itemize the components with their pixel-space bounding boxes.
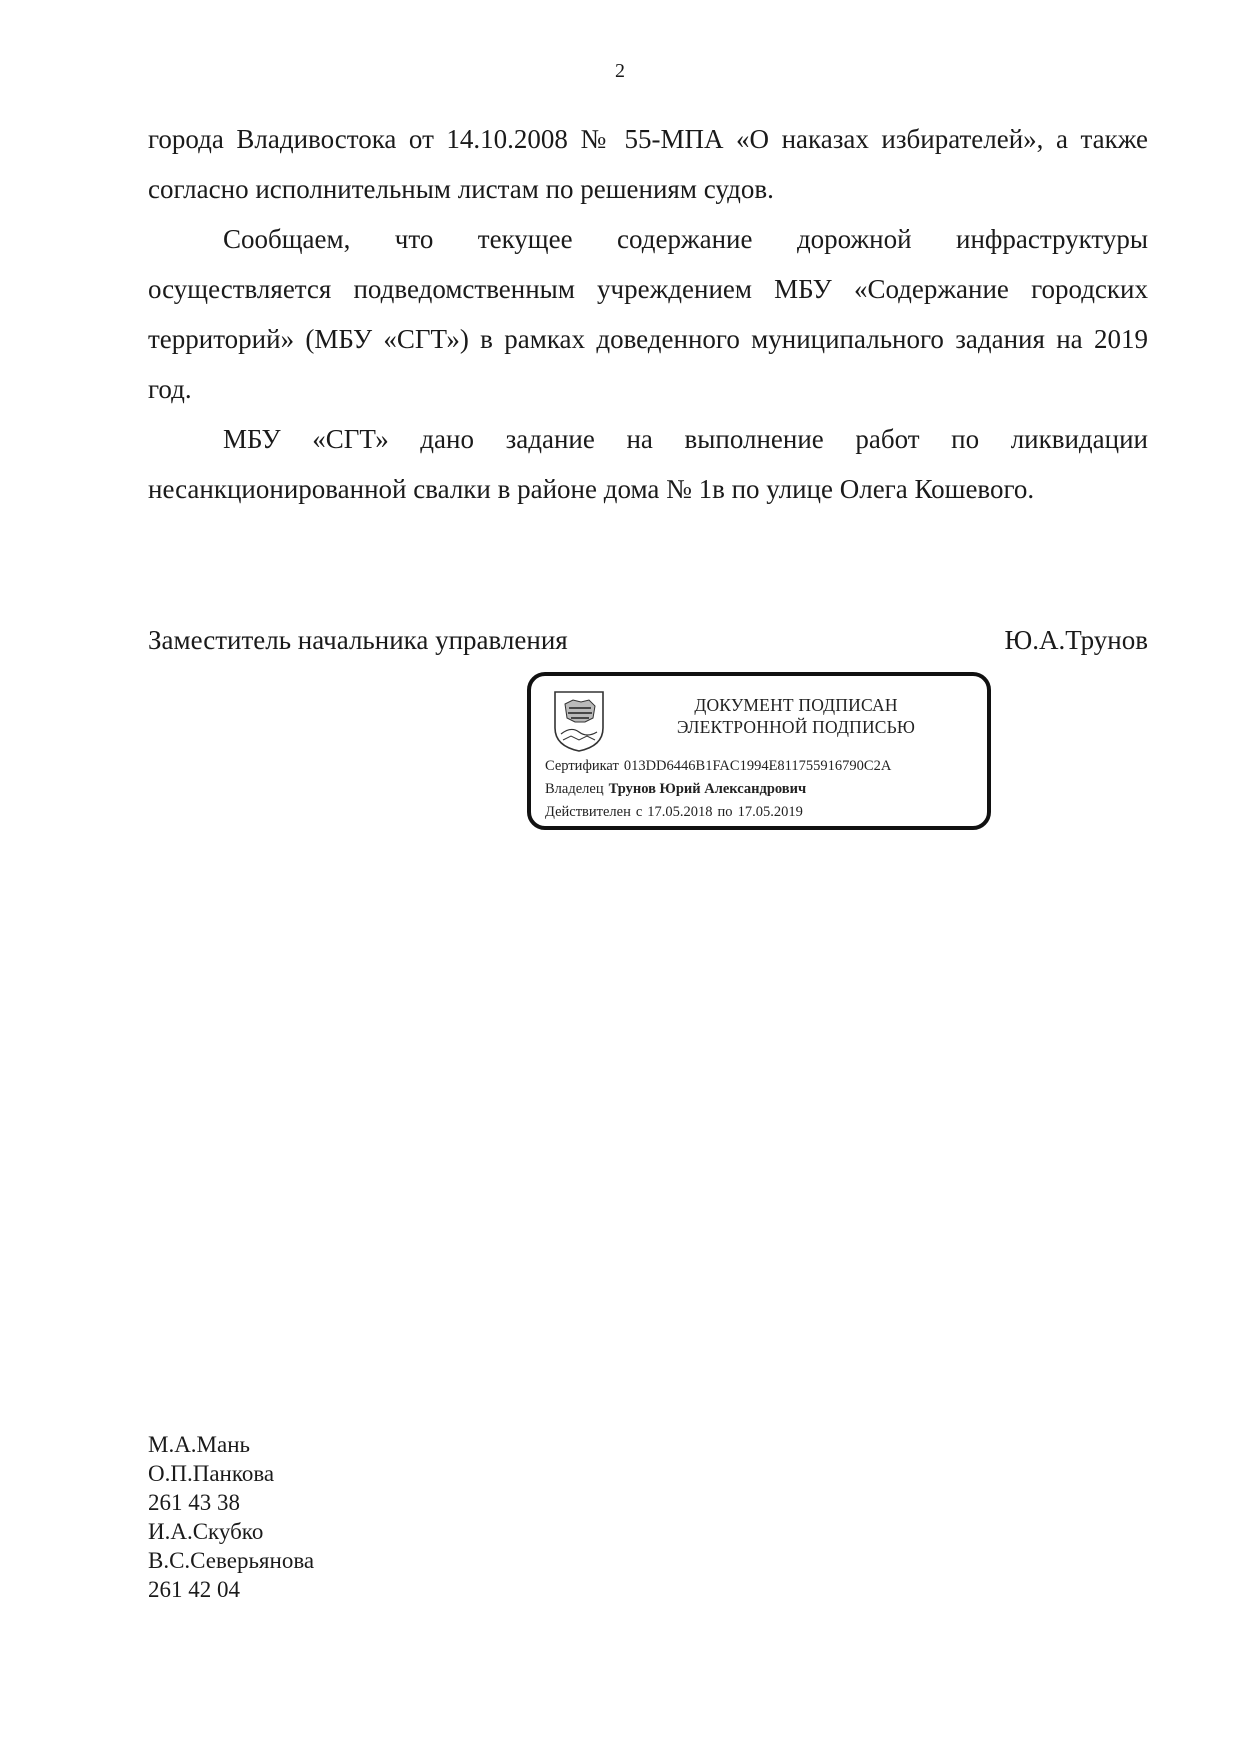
signatory-name: Ю.А.Трунов: [1004, 625, 1148, 655]
stamp-title: [611, 694, 981, 738]
valid-label: Действителен: [545, 804, 631, 820]
contact-line: 261 43 38: [148, 1490, 240, 1515]
certificate-label: Сертификат: [545, 758, 619, 774]
valid-to-label: по: [717, 804, 733, 820]
electronic-signature-stamp: [527, 672, 991, 830]
stamp-title-line1: ДОКУМЕНТ ПОДПИСАН: [694, 695, 898, 715]
contact-line: М.А.Мань: [148, 1432, 251, 1457]
contact-line: В.С.Северьянова: [148, 1548, 315, 1573]
contact-line: 261 42 04: [148, 1577, 240, 1602]
paragraph-maintenance: Сообщаем, что текущее содержание дорожной инфраструктуры осуществляется подведомственным учреждением МБУ «Содержание городских территорий» (МБУ «СГТ») в рамках доведенного муниципального задания на 2019 год.: [148, 224, 1148, 404]
valid-from-date: 17.05.2018: [647, 804, 713, 820]
contact-line: И.А.Скубко: [148, 1519, 264, 1544]
letter-body: [148, 114, 1148, 514]
executors-contacts: [148, 1430, 314, 1604]
stamp-title-line2: ЭЛЕКТРОННОЙ ПОДПИСЬЮ: [676, 717, 916, 737]
contact-line: О.П.Панкова: [148, 1461, 275, 1486]
valid-to-date: 17.05.2019: [737, 804, 803, 820]
owner-row: [545, 779, 985, 799]
valid-from-label: с: [635, 804, 643, 820]
signatory-position: Заместитель начальника управления: [148, 625, 568, 655]
coat-of-arms-icon: [551, 688, 607, 754]
page-number: 2: [615, 60, 625, 82]
paragraph-continuation: города Владивостока от 14.10.2008 № 55-МПА «О наказах избирателей», а также согласно исполнительным листам по решениям судов.: [148, 124, 1148, 204]
certificate-value: 013DD6446B1FAC1994E811755916790C2A: [623, 758, 892, 774]
owner-label: Владелец: [545, 781, 604, 797]
paragraph-task: МБУ «СГТ» дано задание на выполнение работ по ликвидации несанкционированной свалки в районе дома № 1в по улице Олега Кошевого.: [148, 424, 1148, 504]
validity-row: [545, 802, 985, 822]
certificate-row: [545, 756, 985, 776]
owner-value: Трунов Юрий Александрович: [608, 781, 807, 797]
